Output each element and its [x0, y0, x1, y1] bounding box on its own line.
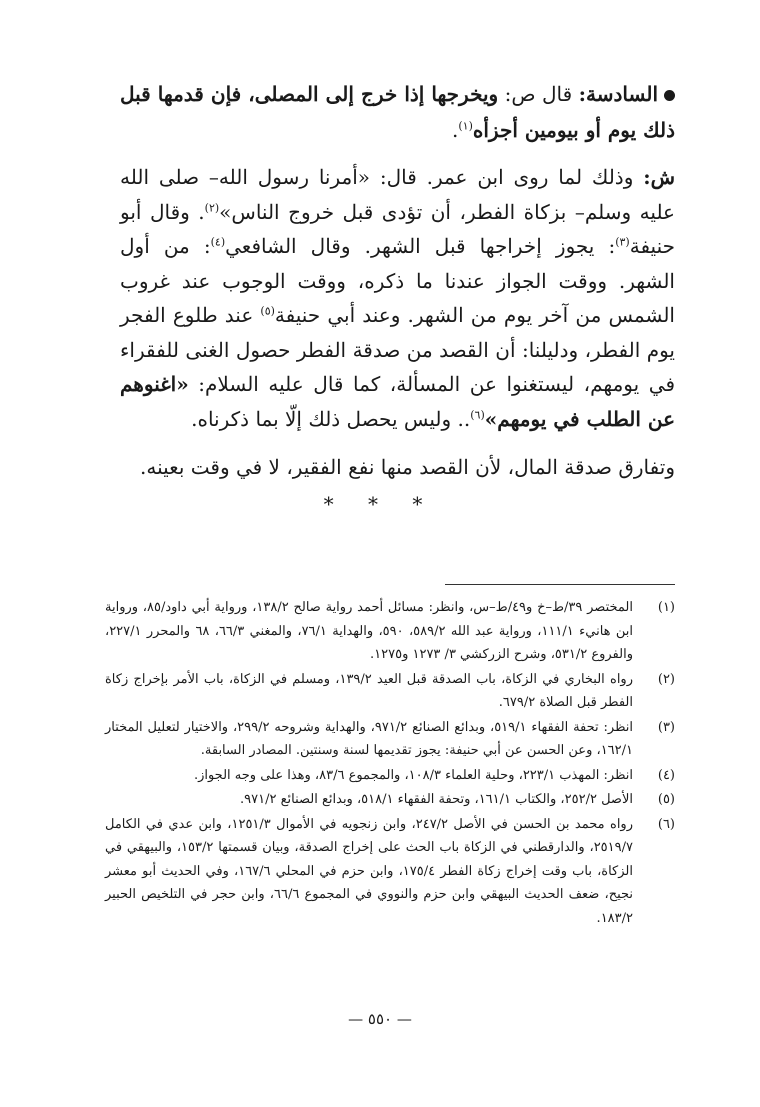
footnote-item — [105, 813, 675, 931]
hadith-quote: «اغنوهم عن الطلب في يومهم» — [120, 372, 675, 431]
footnote-ref: (٣) — [615, 235, 630, 249]
quote-intro: قال ص: — [498, 82, 579, 106]
footnote-text: انظر: تحفة الفقهاء ٥١٩/١، وبدائع الصنائع ٩٧١/٢، والهداية وشروحه ٢٩٩/٢، والاختيار لتعليل المختار ١٦٢/١، وعن الحسن عن أبي حنيفة: يجوز تقديمها لسنة وسنتين. المصادر السابقة. — [105, 719, 633, 758]
footnote-divider — [445, 584, 675, 585]
footnote-text: رواه محمد بن الحسن في الأصل ٢٤٧/٢، وابن زنجويه في الأموال ١٢٥١/٣، وابن عدي في الكامل ٢٥١٩/٧، والدارقطني في الزكاة باب الحث على إخراج الصدقة، وبيان قسمتها ١٥٣/٢، والبيهقي في الزكاة، باب وقت إخراج زكاة الفطر ١٧٥/٤، وابن حزم في المحلي ١٦٧/٦، وفي الحديث أبو معشر نجيح، ضعف الحديث البيهقي وابن حزم والنووي في المجموع ٦٦/٦، وابن حجر في التلخيص الحبير ١٨٣/٢. — [105, 816, 634, 926]
commentary-text: وذلك لما روى ابن عمر. قال: «أمرنا رسول الله– صلى الله عليه وسلم– بزكاة الفطر، أن تؤدى قبل خروج الناس» — [120, 165, 675, 224]
commentary-text: .. وليس يحصل ذلك إلّا بما ذكرناه. — [191, 406, 471, 431]
paragraph-sixth-issue — [120, 76, 675, 148]
footnote-number: (٤) — [657, 767, 675, 783]
bullet-icon — [664, 90, 675, 101]
section-separator: * * * — [323, 492, 437, 516]
paragraph-label: ش: — [643, 165, 675, 189]
difference-text: وتفارق صدقة المال، لأن القصد منها نفع الفقير، لا في وقت بعينه. — [140, 455, 675, 479]
footnote-item — [105, 788, 675, 812]
paragraph-difference — [120, 450, 675, 484]
matn-text: ويخرجها إذا خرج إلى المصلى، فإن قدمها قبل ذلك يوم أو بيومين أجزأه — [120, 82, 675, 142]
footnote-ref: (٦) — [470, 407, 485, 421]
footnote-number: (٦) — [657, 816, 675, 832]
footnote-item — [105, 668, 675, 715]
footnote-number: (٣) — [657, 719, 675, 735]
footnote-text: الأصل ٢٥٢/٢، والكتاب ١٦١/١، وتحفة الفقهاء ٥١٨/١، وبدائع الصنائع ٩٧١/٢. — [239, 792, 633, 807]
footnote-ref: (٤) — [210, 235, 226, 249]
footnote-text: رواه البخاري في الزكاة، باب الصدقة قبل العيد ١٣٩/٢، ومسلم في الزكاة، باب الأمر بإخراج زكاة الفطر قبل الصلاة ٦٧٩/٢. — [105, 671, 633, 710]
sentence-end: . — [452, 118, 459, 142]
footnote-number: (١) — [657, 600, 675, 615]
footnote-item — [105, 716, 675, 763]
commentary-text: . وقال أبو حنيفة — [120, 199, 675, 258]
footnote-item — [105, 596, 675, 667]
footnote-text: انظر: المهذب ٢٢٣/١، وحلية العلماء ١٠٨/٣، والمجموع ٨٣/٦، وهذا على وجه الجواز. — [193, 767, 633, 783]
footnote-item — [105, 764, 675, 788]
paragraph-commentary — [120, 160, 675, 436]
footnote-ref: (١) — [458, 119, 473, 133]
footnote-number: (٢) — [657, 671, 675, 687]
footnote-ref: (٥) — [260, 304, 275, 318]
commentary-text: : يجوز إخراجها قبل الشهر. وقال الشافعي — [225, 234, 616, 258]
footnote-number: (٥) — [657, 792, 675, 807]
commentary-text: : من أول الشهر. ووقت الجواز عندنا ما ذكره، ووقت الوجوب عند غروب الشمس من آخر يوم من الشهر. وعند أبي حنيفة — [120, 234, 675, 327]
footnote-text: المختصر ٣٩/ط–خ و٤٩/ط–س، وانظر: مسائل أحمد رواية صالح ١٣٨/٢، ورواية أبي داود/٨٥، ورواية ابن هانيء ١١١/١، ورواية عبد الله ٥٨٩/٢، ٥٩٠، والهداية ٧٦/١، والمغني ٦٦/٣، ٦٨ والمحرر ٢٢٧/١، والفروع ٥٣١/٢، وشرح الزركشي ٣/ ١٢٧٣ و١٢٧٥. — [105, 600, 633, 662]
page-number: — ٥٥٠ — — [348, 1010, 412, 1028]
footnote-ref: (٢) — [204, 200, 220, 214]
commentary-text: عند طلوع الفجر يوم الفطر، ودليلنا: أن القصد من صدقة الفطر حصول الغنى للفقراء في يومهم، ليستغنوا عن المسألة، كما قال عليه السلام: — [120, 303, 675, 396]
paragraph-label: السادسة: — [578, 82, 658, 106]
footnotes — [105, 596, 675, 931]
